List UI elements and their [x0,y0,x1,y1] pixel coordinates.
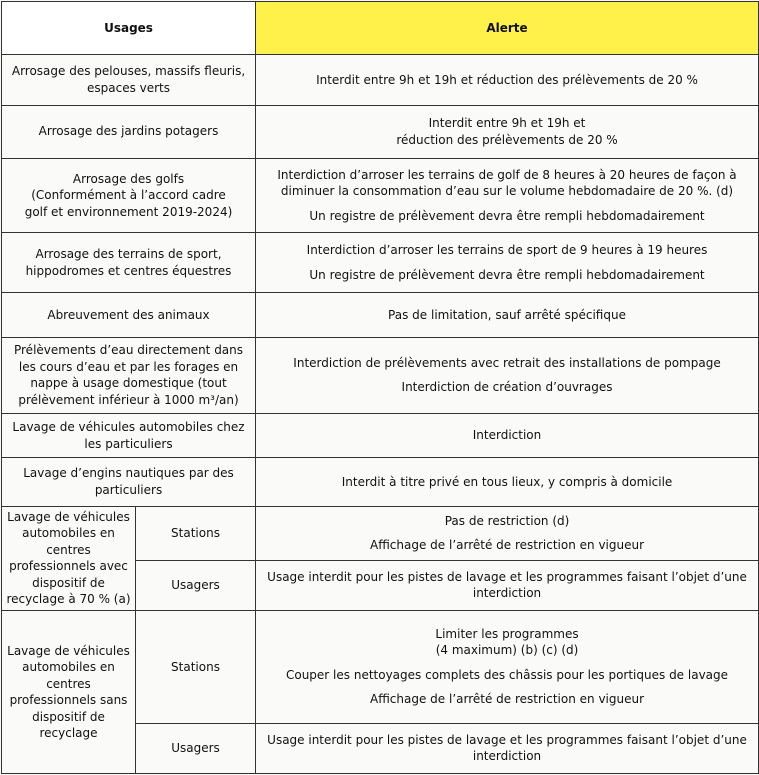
alerte-text: Affichage de l’arrêté de restriction en vigueur [369,692,645,707]
sub-label-stations: Stations [136,506,256,560]
alerte-text: Affichage de l’arrêté de restriction en vigueur [369,538,645,553]
table-row [2,233,759,293]
alerte-cell [256,337,759,413]
usage-cell [2,233,256,293]
alerte-text: Couper les nettoyages complets des châssis pour les portiques de lavage [285,667,729,682]
usage-line: (Conformément à l’accord cadre [31,188,226,203]
table-row [2,414,759,458]
usage-line: Arrosage des terrains de sport, [35,247,222,262]
alerte-text: Interdit à titre privé en tous lieux, y compris à domicile [341,474,673,489]
usage-cell [2,458,256,506]
usage-cell [2,105,256,158]
usage-cell [2,158,256,232]
usage-cell [2,414,256,458]
table-row [2,458,759,506]
usage-line: Arrosage des pelouses, massifs fleuris, [11,64,246,79]
sub-label-stations: Stations [136,611,256,724]
usage-line: Abreuvement des animaux [47,307,210,322]
table-row [2,158,759,232]
usage-line: Prélèvements d’eau directement dans les cours d’eau et par les forages en nappe à usage domestique (tout prélèvement inférieur à 1000 m³/an) [13,343,244,407]
alerte-text: Interdiction d’arroser les terrains de golf de 8 heures à 20 heures de façon à diminuer la consommation d’eau sur le volume hebdomadaire de 20 %. (d) [277,167,737,199]
alerte-cell [256,105,759,158]
usage-cell [2,55,256,105]
alerte-text: Usage interdit pour les pistes de lavage et les programmes faisant l’objet d’une interdiction [267,732,747,764]
usage-line: Lavage de véhicules automobiles chez les particuliers [12,420,245,451]
sub-label-usagers: Usagers [136,560,256,610]
usage-line: hippodromes et centres équestres [25,263,232,278]
alerte-cell [256,414,759,458]
alerte-text: Limiter les programmes [435,626,579,641]
group-usage-cell: Lavage de véhicules automobiles en centres professionnels sans dispositif de recyclage [2,611,136,774]
table-row [2,55,759,105]
sub-label-usagers: Usagers [136,723,256,773]
usage-cell [2,293,256,337]
usage-line: Arrosage des golfs [72,171,185,186]
alerte-text: Un registre de prélèvement devra être rempli hebdomadairement [309,267,705,282]
alerte-cell [256,158,759,232]
restrictions-table [1,1,759,774]
alerte-text: Interdit entre 9h et 19h et [428,116,586,131]
usage-line: espaces verts [86,80,171,95]
alerte-cell [256,233,759,293]
usage-cell [2,337,256,413]
alerte-text: Interdiction d’arroser les terrains de sport de 9 heures à 19 heures [306,243,708,258]
table-row [2,105,759,158]
alerte-text: Un registre de prélèvement devra être rempli hebdomadairement [309,208,705,223]
alerte-cell [256,611,759,724]
group-usage-cell: Lavage de véhicules automobiles en centres professionnels avec dispositif de recyclage à 70 % (a) [2,506,136,611]
usage-line: Arrosage des jardins potagers [38,124,219,139]
alerte-cell [256,458,759,506]
table-header-row [2,2,759,55]
alerte-text: réduction des prélèvements de 20 % [396,132,618,147]
alerte-text: Interdiction [472,428,542,443]
alerte-cell [256,55,759,105]
table-row [2,506,759,560]
table-row [2,611,759,724]
table-row [2,293,759,337]
usage-line: Lavage d’engins nautiques par des particuliers [23,466,234,497]
alerte-text: (4 maximum) (b) (c) (d) [435,643,579,658]
alerte-cell [256,506,759,560]
alerte-cell [256,560,759,610]
table-row [2,337,759,413]
usage-line: golf et environnement 2019-2024) [24,204,233,219]
alerte-text: Interdit entre 9h et 19h et réduction des prélèvements de 20 % [316,72,698,87]
alerte-text: Pas de restriction (d) [444,513,570,528]
alerte-text: Usage interdit pour les pistes de lavage et les programmes faisant l’objet d’une interdiction [267,569,747,601]
alerte-text: Pas de limitation, sauf arrêté spécifique [388,307,626,322]
alerte-cell [256,293,759,337]
alerte-cell [256,723,759,773]
header-alerte: Alerte [256,2,759,55]
alerte-text: Interdiction de création d’ouvrages [401,380,613,395]
header-usages: Usages [2,2,256,55]
alerte-text: Interdiction de prélèvements avec retrait des installations de pompage [293,355,721,370]
